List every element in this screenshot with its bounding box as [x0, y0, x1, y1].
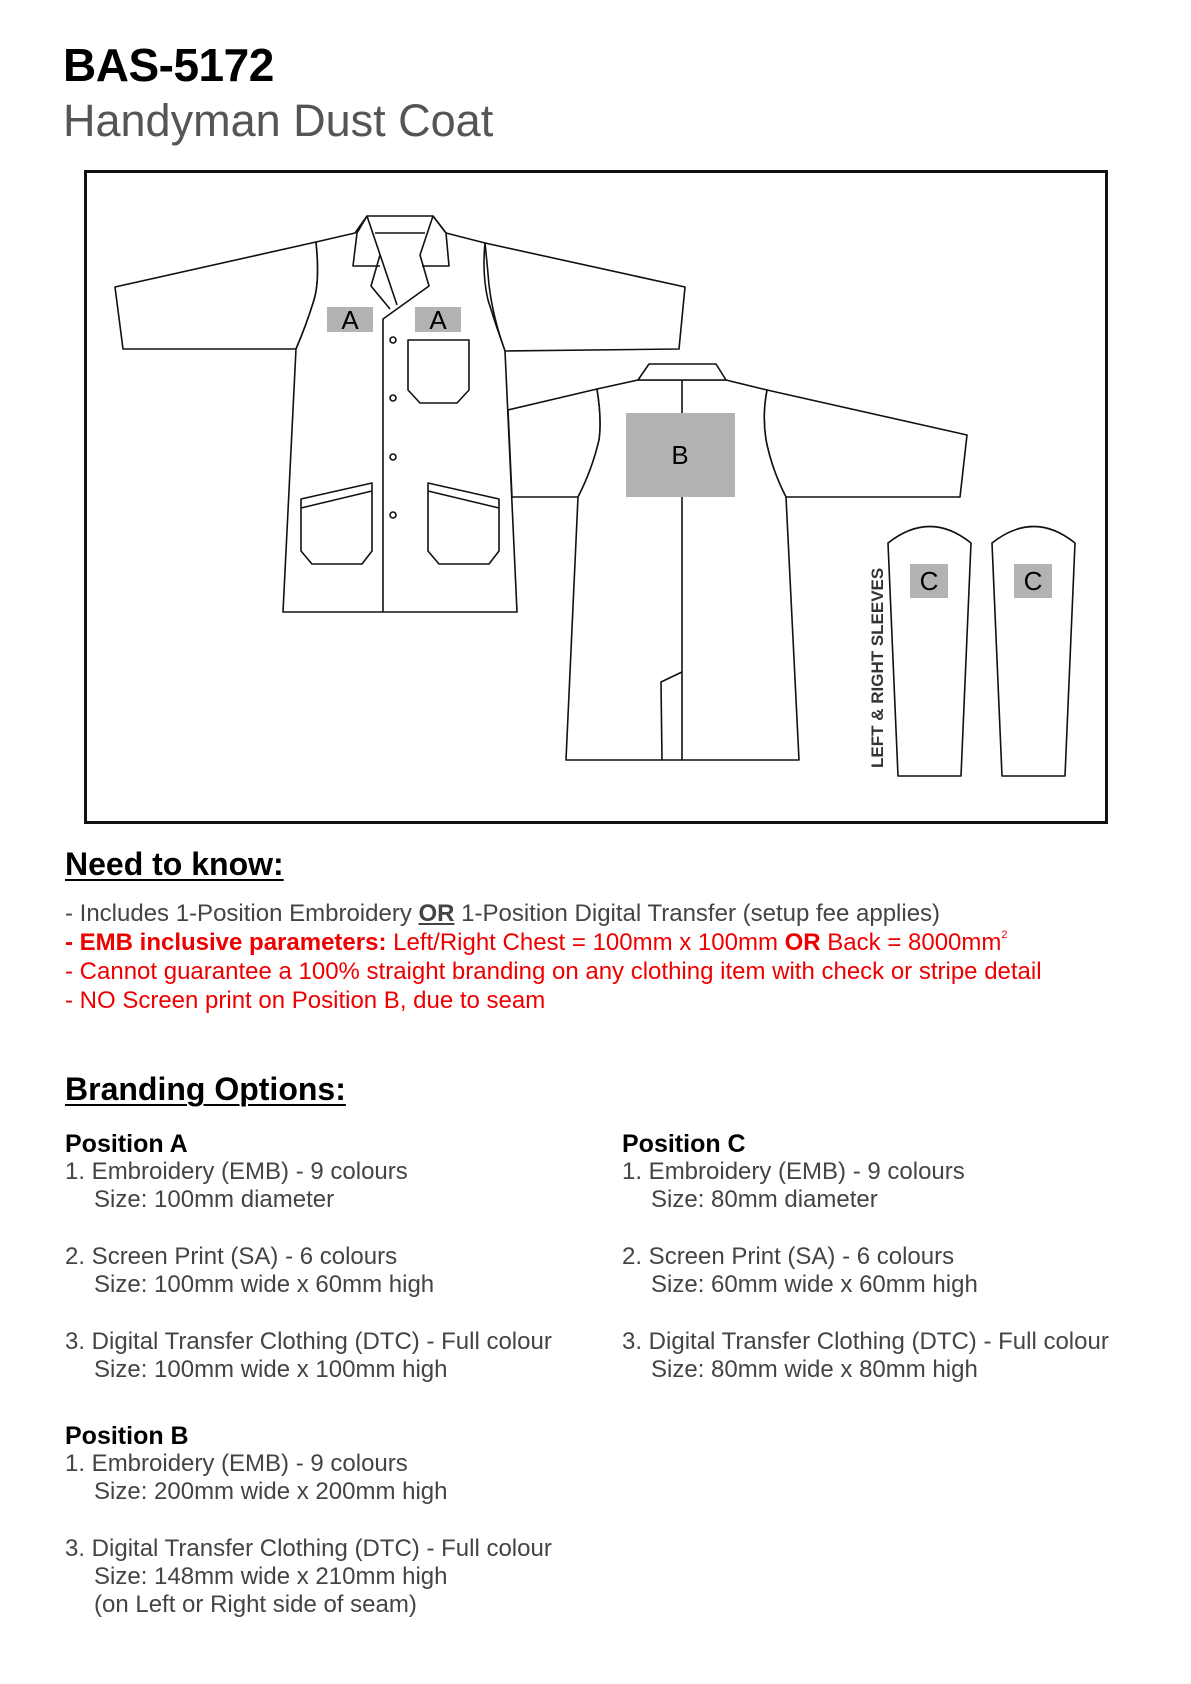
- right-sleeve: [992, 527, 1075, 777]
- option-label: 3. Digital Transfer Clothing (DTC) - Full colour: [65, 1535, 552, 1562]
- option-label: 1. Embroidery (EMB) - 9 colours: [65, 1450, 408, 1477]
- position-b-label: B: [671, 440, 689, 470]
- note-item: - Cannot guarantee a 100% straight branding on any clothing item with check or stripe detail: [65, 958, 1042, 985]
- option-size: Size: 148mm wide x 210mm high: [94, 1563, 448, 1590]
- back-collar: [638, 364, 726, 380]
- position-c-section: [622, 1130, 1109, 1384]
- branding-option: [65, 1158, 552, 1214]
- branding-option: [65, 1535, 552, 1619]
- note-text: Back = 8000mm: [820, 929, 1002, 956]
- left-sleeve: [888, 527, 971, 777]
- note-item: - NO Screen print on Position B, due to seam: [65, 987, 546, 1014]
- note-item: [65, 899, 1042, 928]
- button: [390, 454, 396, 460]
- position-a-right-label: A: [429, 305, 447, 335]
- position-title: Position C: [622, 1130, 746, 1158]
- position-c-left-label: C: [919, 566, 939, 596]
- option-size: Size: 200mm wide x 200mm high: [94, 1478, 448, 1505]
- branding-options-heading: Branding Options:: [65, 1071, 346, 1107]
- option-label: 1. Embroidery (EMB) - 9 colours: [622, 1158, 965, 1185]
- option-label: 2. Screen Print (SA) - 6 colours: [622, 1243, 955, 1270]
- note-text: Left/Right Chest = 100mm x 100mm: [386, 929, 785, 956]
- need-to-know-list: [65, 899, 1042, 1015]
- branding-option: [622, 1158, 1109, 1214]
- option-size: Size: 100mm diameter: [94, 1186, 335, 1213]
- position-b-section: [65, 1422, 552, 1619]
- position-a-left-label: A: [341, 305, 359, 335]
- position-a-section: [65, 1130, 552, 1384]
- note-emphasis: OR: [418, 900, 455, 927]
- option-label: 2. Screen Print (SA) - 6 colours: [65, 1243, 398, 1270]
- option-label: 3. Digital Transfer Clothing (DTC) - Full colour: [622, 1328, 1109, 1355]
- button: [390, 512, 396, 518]
- branding-option: [65, 1450, 552, 1506]
- option-size: Size: 100mm wide x 60mm high: [94, 1271, 435, 1298]
- branding-option: [622, 1328, 1109, 1384]
- branding-option: [65, 1328, 552, 1384]
- product-code: BAS-5172: [63, 39, 274, 91]
- garment-drawing: [0, 0, 1191, 830]
- option-size: Size: 60mm wide x 60mm high: [651, 1271, 978, 1298]
- position-title: Position A: [65, 1130, 188, 1158]
- note-item: [65, 928, 1042, 957]
- option-size: Size: 80mm diameter: [651, 1186, 878, 1213]
- garment-diagram: [84, 170, 1108, 824]
- product-name: Handyman Dust Coat: [63, 95, 494, 146]
- back-right-sleeve: [764, 390, 967, 497]
- chest-pocket: [408, 340, 469, 403]
- branding-option: [65, 1243, 552, 1299]
- sleeves-caption: LEFT & RIGHT SLEEVES: [868, 567, 887, 768]
- branding-option: [622, 1243, 1109, 1299]
- option-label: 1. Embroidery (EMB) - 9 colours: [65, 1158, 408, 1185]
- option-note: (on Left or Right side of seam): [94, 1591, 417, 1618]
- superscript: 2: [1001, 929, 1008, 941]
- button: [390, 395, 396, 401]
- option-size: Size: 100mm wide x 100mm high: [94, 1356, 448, 1383]
- sleeves: [868, 527, 1075, 777]
- option-size: Size: 80mm wide x 80mm high: [651, 1356, 978, 1383]
- note-text: 1-Position Digital Transfer (setup fee applies): [454, 900, 941, 927]
- need-to-know-heading: Need to know:: [65, 846, 284, 882]
- note-emphasis: OR: [784, 929, 821, 956]
- note-label: - EMB inclusive parameters:: [65, 929, 387, 956]
- position-c-right-label: C: [1023, 566, 1043, 596]
- button: [390, 337, 396, 343]
- note-text: - Includes 1-Position Embroidery: [65, 900, 419, 927]
- front-left-sleeve: [115, 242, 318, 349]
- front-right-sleeve: [485, 243, 685, 351]
- option-label: 3. Digital Transfer Clothing (DTC) - Full colour: [65, 1328, 552, 1355]
- position-title: Position B: [65, 1422, 189, 1450]
